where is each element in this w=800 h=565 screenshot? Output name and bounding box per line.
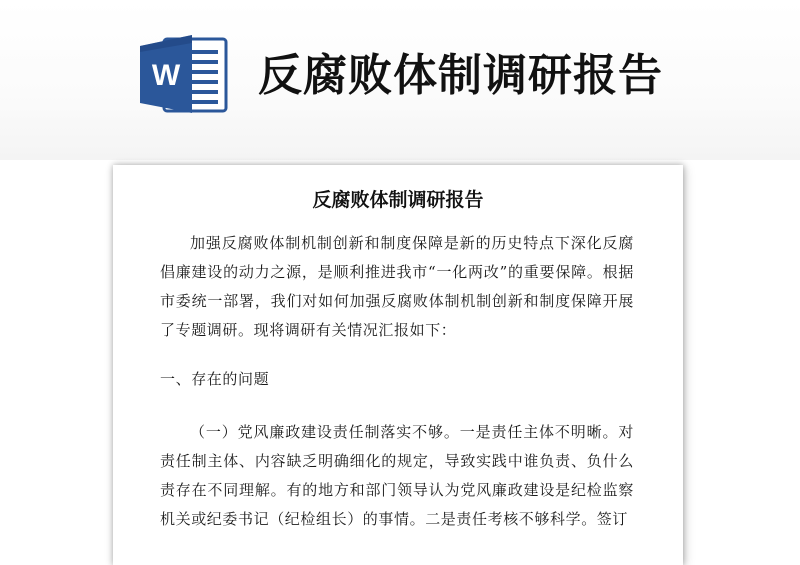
word-document-icon	[138, 33, 230, 115]
document-title: 反腐败体制调研报告	[312, 189, 484, 211]
header-banner	[0, 0, 800, 160]
body-paragraph: （一）党风廉政建设责任制落实不够。一是责任主体不明晰。对责任制主体、内容缺乏明确细化的规定，导致实践中谁负责、负什么责存在不同理解。有的地方和部门领导认为党风廉政建设是纪检监察机关或纪委书记（纪检组长）的事情。二是责任考核不够科学。签订	[160, 423, 634, 528]
intro-paragraph: 加强反腐败体制机制创新和制度保障是新的历史特点下深化反腐倡廉建设的动力之源，是顺利推进我市“一化两改”的重要保障。根据市委统一部署，我们对如何加强反腐败体制机制创新和制度保障开展了专题调研。现将调研有关情况汇报如下：	[160, 234, 634, 339]
banner-title: 反腐败体制调研报告	[258, 50, 663, 101]
document-page	[113, 165, 683, 565]
section-heading: 一、存在的问题	[160, 370, 270, 388]
word-logo-letter: W	[151, 59, 181, 92]
